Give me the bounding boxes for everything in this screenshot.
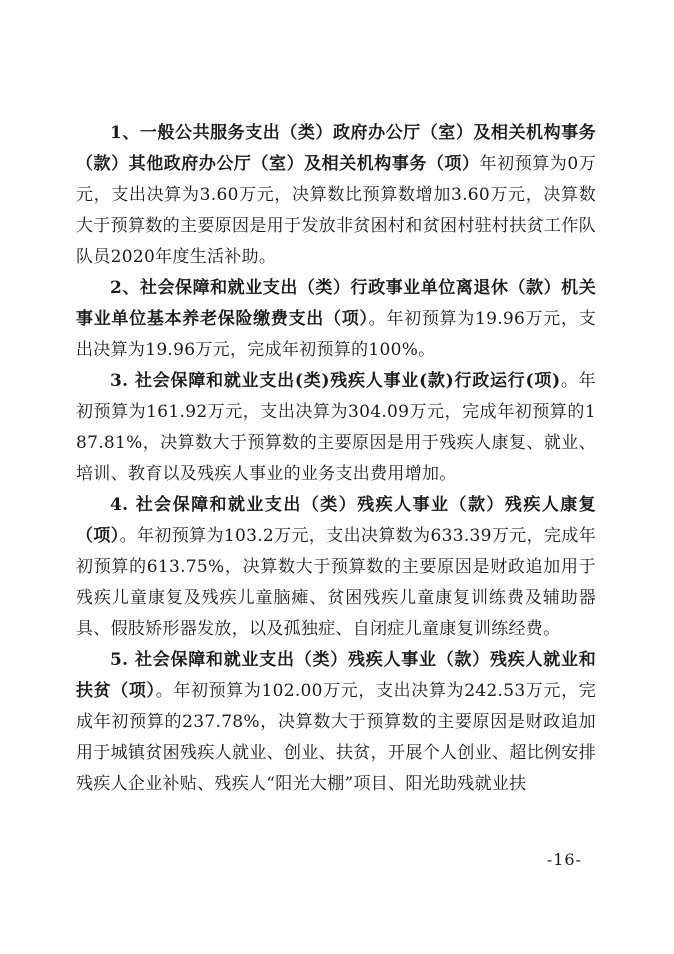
page-number: -16- — [546, 850, 582, 869]
paragraph-5-body: 。年初预算为102.00万元，支出决算为242.53万元，完成年初预算的237.78%，决算数大于预算数的主要原因是财政追加用于城镇贫困残疾人就业、创业、扶贫，开展个人创业、超比例安排残疾人企业补贴、残疾人“阳光大棚”项目、阳光助残就业扶 — [76, 681, 597, 794]
paragraph-1 — [76, 118, 596, 273]
paragraph-4 — [76, 490, 596, 645]
paragraph-2 — [76, 273, 596, 366]
paragraph-3-heading: 3. 社会保障和就业支出(类)残疾人事业(款)行政运行(项) — [110, 371, 561, 391]
paragraph-3 — [76, 366, 596, 490]
paragraph-3-body: 。年初预算为161.92万元，支出决算为304.09万元，完成年初预算的187.81%，决算数大于预算数的主要原因是用于残疾人康复、就业、培训、教育以及残疾人事业的业务支出费用增加。 — [76, 371, 596, 484]
paragraph-5-heading: 5. 社会保障和就业支出（类）残疾人事业（款）残疾人就业和扶贫（项） — [76, 650, 596, 701]
paragraph-2-body: 。年初预算为19.96万元，支出决算为19.96万元，完成年初预算的100%。 — [76, 309, 596, 360]
document-body — [76, 118, 596, 800]
paragraph-5 — [76, 645, 596, 800]
paragraph-2-heading: 2、社会保障和就业支出（类）行政事业单位离退休（款）机关事业单位基本养老保险缴费支出（项） — [76, 278, 596, 329]
paragraph-4-body: 。年初预算为103.2万元，支出决算数为633.39万元，完成年初预算的613.75%，决算数大于预算数的主要原因是财政追加用于残疾儿童康复及残疾儿童脑瘫、贫困残疾儿童康复训练费及辅助器具、假肢矫形器发放，以及孤独症、自闭症儿童康复训练经费。 — [76, 526, 596, 639]
paragraph-4-heading: 4. 社会保障和就业支出（类）残疾人事业（款）残疾人康复（项） — [76, 495, 596, 546]
paragraph-1-body: 年初预算为0万元，支出决算为3.60万元，决算数比预算数增加3.60万元，决算数大于预算数的主要原因是用于发放非贫困村和贫困村驻村扶贫工作队队员2020年度生活补助。 — [76, 154, 596, 267]
paragraph-1-heading: 1、一般公共服务支出（类）政府办公厅（室）及相关机构事务（款）其他政府办公厅（室）及相关机构事务（项） — [76, 123, 596, 174]
